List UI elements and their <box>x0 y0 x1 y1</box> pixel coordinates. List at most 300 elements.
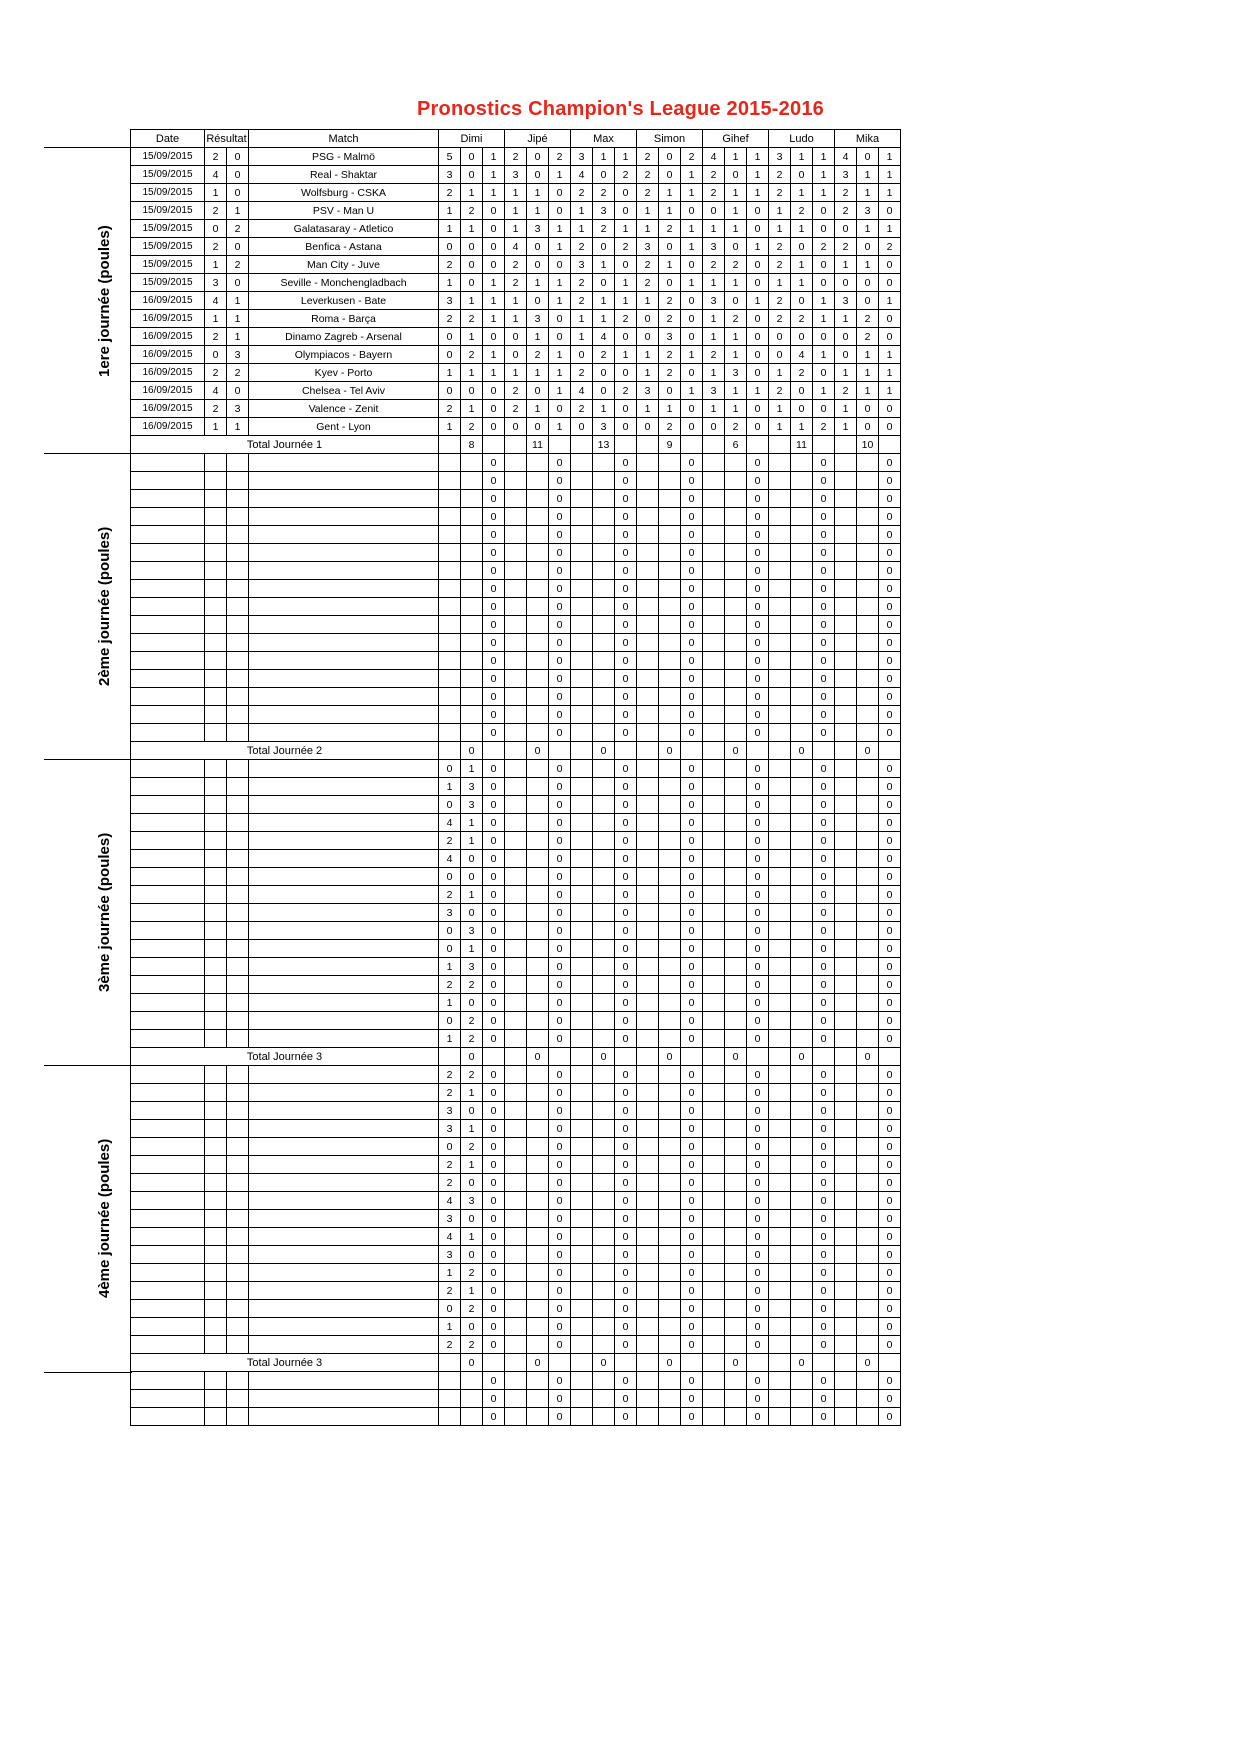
cell-pred-home[interactable] <box>769 1192 791 1210</box>
cell-pred-away[interactable]: 2 <box>725 418 747 436</box>
cell-pred-away[interactable]: 2 <box>461 202 483 220</box>
cell-match[interactable] <box>249 940 439 958</box>
cell-pred-home[interactable]: 0 <box>835 346 857 364</box>
cell-pred-away[interactable] <box>593 1282 615 1300</box>
cell-result-away[interactable] <box>227 1012 249 1030</box>
cell-pred-home[interactable] <box>505 760 527 778</box>
cell-pred-away[interactable] <box>725 616 747 634</box>
cell-pred-points[interactable]: 1 <box>483 346 505 364</box>
cell-pred-home[interactable] <box>703 1012 725 1030</box>
cell-pred-points[interactable]: 0 <box>483 1300 505 1318</box>
cell-pred-points[interactable]: 0 <box>549 832 571 850</box>
cell-pred-away[interactable]: 1 <box>461 220 483 238</box>
cell-pred-away[interactable]: 0 <box>461 1174 483 1192</box>
cell-pred-home[interactable] <box>571 454 593 472</box>
cell-pred-home[interactable]: 1 <box>769 400 791 418</box>
cell-pred-away[interactable]: 3 <box>461 1192 483 1210</box>
cell-pred-points[interactable]: 0 <box>813 526 835 544</box>
cell-pred-home[interactable]: 0 <box>439 1300 461 1318</box>
cell-total-value[interactable]: 0 <box>593 1354 615 1372</box>
cell-result-home[interactable] <box>205 526 227 544</box>
cell-pred-points[interactable]: 0 <box>549 1264 571 1282</box>
cell-pred-away[interactable]: 1 <box>461 1282 483 1300</box>
cell-pred-points[interactable]: 0 <box>549 1030 571 1048</box>
cell-total-pad[interactable] <box>571 436 593 454</box>
cell-result-home[interactable] <box>205 1102 227 1120</box>
cell-pred-home[interactable] <box>571 904 593 922</box>
cell-pred-home[interactable]: 2 <box>439 976 461 994</box>
cell-pred-away[interactable] <box>791 1390 813 1408</box>
cell-pred-home[interactable]: 3 <box>703 292 725 310</box>
cell-pred-points[interactable]: 0 <box>879 310 901 328</box>
cell-pred-home[interactable] <box>769 1390 791 1408</box>
cell-pred-points[interactable]: 0 <box>681 310 703 328</box>
cell-pred-away[interactable] <box>659 958 681 976</box>
cell-pred-points[interactable]: 0 <box>549 1282 571 1300</box>
cell-pred-points[interactable]: 0 <box>681 778 703 796</box>
cell-pred-points[interactable]: 0 <box>813 922 835 940</box>
cell-pred-away[interactable] <box>527 1336 549 1354</box>
cell-pred-home[interactable]: 3 <box>439 904 461 922</box>
cell-pred-away[interactable]: 2 <box>791 364 813 382</box>
cell-pred-home[interactable] <box>703 1174 725 1192</box>
cell-pred-points[interactable]: 0 <box>879 652 901 670</box>
cell-pred-away[interactable]: 0 <box>791 292 813 310</box>
cell-pred-home[interactable] <box>703 1246 725 1264</box>
cell-pred-points[interactable]: 0 <box>813 1174 835 1192</box>
cell-pred-points[interactable]: 0 <box>549 688 571 706</box>
cell-pred-away[interactable] <box>659 940 681 958</box>
cell-result-home[interactable] <box>205 778 227 796</box>
cell-pred-home[interactable] <box>505 526 527 544</box>
cell-pred-away[interactable] <box>593 1066 615 1084</box>
cell-pred-away[interactable] <box>659 1408 681 1426</box>
cell-pred-points[interactable]: 1 <box>747 238 769 256</box>
cell-pred-points[interactable]: 0 <box>549 724 571 742</box>
cell-pred-away[interactable]: 1 <box>857 256 879 274</box>
cell-pred-away[interactable]: 0 <box>461 166 483 184</box>
cell-pred-home[interactable] <box>769 1138 791 1156</box>
cell-pred-points[interactable]: 0 <box>813 796 835 814</box>
cell-pred-points[interactable]: 0 <box>747 346 769 364</box>
cell-pred-away[interactable] <box>527 976 549 994</box>
cell-pred-points[interactable]: 1 <box>549 418 571 436</box>
cell-pred-points[interactable]: 0 <box>483 1102 505 1120</box>
cell-pred-points[interactable]: 0 <box>747 1228 769 1246</box>
cell-pred-points[interactable]: 0 <box>615 724 637 742</box>
cell-pred-away[interactable]: 2 <box>791 310 813 328</box>
cell-pred-points[interactable]: 0 <box>681 292 703 310</box>
cell-pred-points[interactable]: 1 <box>549 238 571 256</box>
cell-pred-away[interactable] <box>857 1012 879 1030</box>
cell-pred-points[interactable]: 0 <box>813 1030 835 1048</box>
cell-pred-away[interactable]: 2 <box>593 220 615 238</box>
cell-match[interactable] <box>249 976 439 994</box>
cell-pred-away[interactable] <box>659 1336 681 1354</box>
cell-pred-points[interactable]: 0 <box>615 1246 637 1264</box>
cell-result-away[interactable] <box>227 1390 249 1408</box>
cell-date[interactable] <box>131 1282 205 1300</box>
cell-match[interactable] <box>249 580 439 598</box>
cell-total-value[interactable]: 10 <box>857 436 879 454</box>
cell-pred-home[interactable] <box>703 832 725 850</box>
cell-pred-away[interactable] <box>527 1408 549 1426</box>
cell-match[interactable] <box>249 1174 439 1192</box>
cell-pred-away[interactable] <box>527 922 549 940</box>
cell-pred-away[interactable] <box>593 562 615 580</box>
cell-pred-points[interactable]: 0 <box>615 778 637 796</box>
cell-pred-away[interactable] <box>461 598 483 616</box>
cell-pred-points[interactable]: 1 <box>549 346 571 364</box>
cell-total-pad[interactable] <box>637 742 659 760</box>
cell-total-pad[interactable] <box>813 436 835 454</box>
cell-pred-home[interactable]: 0 <box>439 1012 461 1030</box>
cell-pred-points[interactable]: 0 <box>483 652 505 670</box>
cell-pred-home[interactable] <box>637 922 659 940</box>
cell-pred-away[interactable] <box>461 688 483 706</box>
cell-pred-away[interactable] <box>593 688 615 706</box>
cell-date[interactable] <box>131 796 205 814</box>
cell-result-away[interactable] <box>227 1228 249 1246</box>
cell-pred-home[interactable]: 0 <box>505 418 527 436</box>
cell-pred-points[interactable]: 0 <box>747 778 769 796</box>
cell-date[interactable] <box>131 868 205 886</box>
cell-pred-points[interactable]: 0 <box>549 454 571 472</box>
cell-pred-away[interactable] <box>593 1318 615 1336</box>
cell-pred-points[interactable]: 0 <box>879 634 901 652</box>
cell-pred-home[interactable] <box>571 1390 593 1408</box>
cell-pred-away[interactable] <box>857 1138 879 1156</box>
cell-pred-away[interactable] <box>527 724 549 742</box>
cell-result-home[interactable] <box>205 1174 227 1192</box>
cell-result-home[interactable]: 1 <box>205 418 227 436</box>
cell-pred-points[interactable]: 0 <box>747 1102 769 1120</box>
cell-result-home[interactable] <box>205 1066 227 1084</box>
cell-pred-points[interactable]: 0 <box>549 796 571 814</box>
cell-total-pad[interactable] <box>703 1354 725 1372</box>
cell-pred-away[interactable] <box>725 1318 747 1336</box>
cell-pred-home[interactable] <box>835 688 857 706</box>
cell-pred-away[interactable]: 1 <box>791 256 813 274</box>
cell-match[interactable] <box>249 1012 439 1030</box>
cell-result-away[interactable]: 1 <box>227 292 249 310</box>
cell-pred-points[interactable]: 1 <box>615 148 637 166</box>
cell-pred-home[interactable] <box>703 1390 725 1408</box>
cell-pred-away[interactable] <box>527 634 549 652</box>
cell-result-away[interactable] <box>227 634 249 652</box>
cell-total-value[interactable]: 0 <box>461 1048 483 1066</box>
cell-pred-away[interactable]: 1 <box>659 184 681 202</box>
cell-pred-points[interactable]: 0 <box>747 1174 769 1192</box>
cell-pred-away[interactable] <box>593 1228 615 1246</box>
cell-pred-away[interactable] <box>659 1264 681 1282</box>
cell-pred-home[interactable] <box>439 1408 461 1426</box>
cell-pred-home[interactable] <box>703 598 725 616</box>
cell-pred-away[interactable] <box>593 724 615 742</box>
cell-date[interactable]: 15/09/2015 <box>131 256 205 274</box>
cell-pred-points[interactable]: 0 <box>747 454 769 472</box>
cell-pred-home[interactable] <box>505 1318 527 1336</box>
cell-pred-home[interactable]: 2 <box>439 1336 461 1354</box>
cell-pred-home[interactable] <box>571 886 593 904</box>
cell-pred-away[interactable] <box>527 1390 549 1408</box>
cell-result-home[interactable]: 2 <box>205 328 227 346</box>
cell-pred-home[interactable]: 4 <box>571 382 593 400</box>
cell-pred-points[interactable]: 0 <box>549 580 571 598</box>
cell-pred-points[interactable]: 0 <box>615 256 637 274</box>
cell-pred-away[interactable] <box>791 868 813 886</box>
cell-pred-away[interactable] <box>791 1120 813 1138</box>
cell-pred-points[interactable]: 0 <box>549 850 571 868</box>
cell-pred-away[interactable] <box>857 1174 879 1192</box>
cell-pred-away[interactable]: 0 <box>461 904 483 922</box>
cell-match[interactable]: Real - Shaktar <box>249 166 439 184</box>
cell-pred-points[interactable]: 0 <box>681 850 703 868</box>
cell-pred-points[interactable]: 0 <box>747 868 769 886</box>
cell-match[interactable] <box>249 1156 439 1174</box>
cell-pred-points[interactable]: 0 <box>747 706 769 724</box>
cell-pred-points[interactable]: 1 <box>681 382 703 400</box>
cell-pred-home[interactable]: 3 <box>637 238 659 256</box>
cell-pred-home[interactable] <box>703 778 725 796</box>
cell-result-away[interactable] <box>227 1282 249 1300</box>
cell-pred-away[interactable] <box>659 1282 681 1300</box>
cell-total-pad[interactable] <box>747 742 769 760</box>
cell-pred-away[interactable]: 1 <box>461 184 483 202</box>
cell-pred-home[interactable] <box>769 976 791 994</box>
cell-pred-points[interactable]: 0 <box>747 508 769 526</box>
cell-pred-home[interactable] <box>835 1210 857 1228</box>
cell-pred-home[interactable] <box>637 652 659 670</box>
cell-match[interactable]: Wolfsburg - CSKA <box>249 184 439 202</box>
cell-date[interactable] <box>131 1138 205 1156</box>
cell-pred-points[interactable]: 0 <box>747 364 769 382</box>
cell-pred-home[interactable] <box>439 652 461 670</box>
cell-pred-home[interactable] <box>637 886 659 904</box>
cell-pred-points[interactable]: 0 <box>615 472 637 490</box>
cell-pred-home[interactable] <box>571 1156 593 1174</box>
cell-pred-away[interactable] <box>857 1210 879 1228</box>
cell-pred-home[interactable]: 1 <box>571 310 593 328</box>
cell-pred-home[interactable] <box>769 1066 791 1084</box>
cell-pred-away[interactable]: 2 <box>461 418 483 436</box>
cell-pred-home[interactable]: 2 <box>439 1066 461 1084</box>
cell-pred-points[interactable]: 0 <box>681 976 703 994</box>
cell-pred-away[interactable]: 1 <box>857 382 879 400</box>
cell-pred-away[interactable] <box>791 940 813 958</box>
cell-date[interactable] <box>131 670 205 688</box>
cell-pred-away[interactable] <box>791 526 813 544</box>
cell-total-value[interactable]: 9 <box>659 436 681 454</box>
cell-pred-away[interactable]: 0 <box>857 418 879 436</box>
cell-pred-away[interactable] <box>527 598 549 616</box>
cell-pred-home[interactable] <box>637 706 659 724</box>
cell-pred-away[interactable]: 2 <box>725 310 747 328</box>
cell-pred-points[interactable]: 0 <box>813 814 835 832</box>
cell-pred-points[interactable]: 0 <box>813 490 835 508</box>
cell-pred-points[interactable]: 0 <box>483 580 505 598</box>
cell-pred-away[interactable] <box>857 1192 879 1210</box>
cell-pred-points[interactable]: 0 <box>615 1174 637 1192</box>
cell-pred-points[interactable]: 0 <box>549 202 571 220</box>
cell-pred-points[interactable]: 0 <box>681 1246 703 1264</box>
cell-pred-points[interactable]: 0 <box>549 1318 571 1336</box>
cell-pred-away[interactable] <box>857 526 879 544</box>
cell-pred-points[interactable]: 0 <box>483 1174 505 1192</box>
cell-pred-points[interactable]: 0 <box>747 1246 769 1264</box>
cell-pred-points[interactable]: 0 <box>813 256 835 274</box>
cell-pred-away[interactable] <box>791 994 813 1012</box>
cell-total-pad[interactable] <box>483 436 505 454</box>
cell-result-away[interactable]: 2 <box>227 220 249 238</box>
cell-pred-points[interactable]: 0 <box>813 580 835 598</box>
cell-pred-home[interactable]: 2 <box>439 1282 461 1300</box>
cell-pred-home[interactable] <box>571 1210 593 1228</box>
cell-pred-home[interactable] <box>703 1210 725 1228</box>
cell-pred-home[interactable]: 2 <box>571 184 593 202</box>
cell-pred-home[interactable] <box>835 760 857 778</box>
cell-pred-home[interactable] <box>703 1102 725 1120</box>
cell-pred-points[interactable]: 1 <box>549 292 571 310</box>
cell-pred-home[interactable] <box>835 868 857 886</box>
cell-pred-home[interactable] <box>703 1408 725 1426</box>
cell-pred-home[interactable] <box>505 670 527 688</box>
cell-pred-home[interactable] <box>835 1084 857 1102</box>
cell-date[interactable] <box>131 544 205 562</box>
cell-pred-points[interactable]: 0 <box>879 994 901 1012</box>
cell-pred-home[interactable] <box>439 454 461 472</box>
cell-result-home[interactable] <box>205 1210 227 1228</box>
cell-pred-away[interactable] <box>725 1372 747 1390</box>
cell-pred-away[interactable] <box>659 706 681 724</box>
cell-pred-points[interactable]: 0 <box>813 886 835 904</box>
cell-pred-away[interactable] <box>791 958 813 976</box>
cell-pred-away[interactable] <box>593 976 615 994</box>
cell-pred-home[interactable] <box>835 1120 857 1138</box>
cell-result-away[interactable] <box>227 922 249 940</box>
cell-pred-home[interactable] <box>571 832 593 850</box>
cell-date[interactable] <box>131 616 205 634</box>
cell-pred-away[interactable]: 0 <box>593 274 615 292</box>
cell-pred-home[interactable] <box>703 1372 725 1390</box>
cell-pred-away[interactable] <box>791 1246 813 1264</box>
cell-pred-home[interactable] <box>703 544 725 562</box>
cell-result-home[interactable] <box>205 1318 227 1336</box>
cell-match[interactable] <box>249 1120 439 1138</box>
cell-result-away[interactable]: 0 <box>227 184 249 202</box>
cell-date[interactable] <box>131 1264 205 1282</box>
cell-pred-home[interactable] <box>637 940 659 958</box>
cell-pred-points[interactable]: 0 <box>747 1138 769 1156</box>
cell-pred-home[interactable]: 0 <box>835 220 857 238</box>
cell-pred-away[interactable]: 1 <box>725 220 747 238</box>
cell-pred-away[interactable] <box>725 1102 747 1120</box>
cell-pred-home[interactable] <box>571 1228 593 1246</box>
cell-pred-points[interactable]: 0 <box>615 670 637 688</box>
cell-pred-home[interactable] <box>505 1084 527 1102</box>
cell-pred-away[interactable]: 0 <box>461 274 483 292</box>
cell-pred-home[interactable] <box>703 868 725 886</box>
cell-total-pad[interactable] <box>439 1048 461 1066</box>
cell-pred-away[interactable] <box>593 778 615 796</box>
cell-pred-away[interactable] <box>725 868 747 886</box>
cell-pred-home[interactable]: 1 <box>439 274 461 292</box>
cell-pred-points[interactable]: 0 <box>813 1300 835 1318</box>
cell-pred-points[interactable]: 1 <box>615 274 637 292</box>
cell-pred-away[interactable] <box>461 616 483 634</box>
cell-pred-away[interactable] <box>527 490 549 508</box>
cell-pred-points[interactable]: 0 <box>615 202 637 220</box>
cell-pred-away[interactable] <box>593 472 615 490</box>
cell-pred-away[interactable] <box>857 454 879 472</box>
cell-pred-home[interactable] <box>835 994 857 1012</box>
cell-result-home[interactable]: 2 <box>205 238 227 256</box>
cell-pred-away[interactable] <box>593 1336 615 1354</box>
cell-pred-away[interactable]: 3 <box>461 778 483 796</box>
cell-pred-points[interactable]: 0 <box>813 652 835 670</box>
cell-pred-away[interactable] <box>857 652 879 670</box>
cell-pred-home[interactable] <box>505 706 527 724</box>
cell-pred-points[interactable]: 0 <box>549 562 571 580</box>
cell-pred-away[interactable] <box>461 580 483 598</box>
cell-pred-away[interactable] <box>593 1390 615 1408</box>
cell-pred-home[interactable] <box>769 814 791 832</box>
cell-pred-away[interactable]: 2 <box>461 1012 483 1030</box>
cell-pred-away[interactable] <box>725 454 747 472</box>
cell-pred-points[interactable]: 0 <box>813 958 835 976</box>
cell-pred-home[interactable]: 1 <box>703 400 725 418</box>
cell-pred-home[interactable] <box>571 940 593 958</box>
cell-pred-away[interactable]: 0 <box>461 994 483 1012</box>
cell-result-away[interactable]: 0 <box>227 148 249 166</box>
cell-pred-home[interactable]: 1 <box>439 1264 461 1282</box>
cell-result-home[interactable] <box>205 562 227 580</box>
cell-pred-away[interactable] <box>725 1300 747 1318</box>
cell-pred-points[interactable]: 0 <box>615 418 637 436</box>
cell-pred-points[interactable]: 1 <box>483 148 505 166</box>
cell-pred-away[interactable] <box>659 724 681 742</box>
cell-pred-home[interactable]: 1 <box>835 256 857 274</box>
cell-pred-points[interactable]: 0 <box>879 1210 901 1228</box>
cell-pred-points[interactable]: 1 <box>549 274 571 292</box>
cell-pred-away[interactable] <box>791 1300 813 1318</box>
cell-result-away[interactable] <box>227 562 249 580</box>
cell-pred-home[interactable] <box>835 1408 857 1426</box>
cell-pred-points[interactable]: 0 <box>681 562 703 580</box>
cell-pred-points[interactable]: 0 <box>681 1084 703 1102</box>
cell-pred-away[interactable] <box>527 526 549 544</box>
cell-pred-home[interactable] <box>637 1336 659 1354</box>
cell-total-pad[interactable] <box>615 1354 637 1372</box>
cell-pred-home[interactable] <box>505 1120 527 1138</box>
cell-pred-away[interactable] <box>725 1210 747 1228</box>
cell-pred-home[interactable] <box>769 1012 791 1030</box>
cell-result-home[interactable]: 3 <box>205 274 227 292</box>
cell-pred-away[interactable]: 2 <box>791 202 813 220</box>
cell-pred-away[interactable] <box>593 1246 615 1264</box>
cell-pred-home[interactable] <box>571 598 593 616</box>
cell-pred-points[interactable]: 0 <box>483 202 505 220</box>
cell-pred-home[interactable] <box>703 688 725 706</box>
cell-pred-points[interactable]: 0 <box>615 1390 637 1408</box>
cell-pred-away[interactable] <box>791 454 813 472</box>
cell-result-home[interactable] <box>205 472 227 490</box>
cell-pred-away[interactable] <box>725 670 747 688</box>
cell-total-pad[interactable] <box>439 436 461 454</box>
cell-pred-home[interactable] <box>571 1030 593 1048</box>
cell-result-home[interactable] <box>205 976 227 994</box>
cell-pred-away[interactable] <box>725 562 747 580</box>
